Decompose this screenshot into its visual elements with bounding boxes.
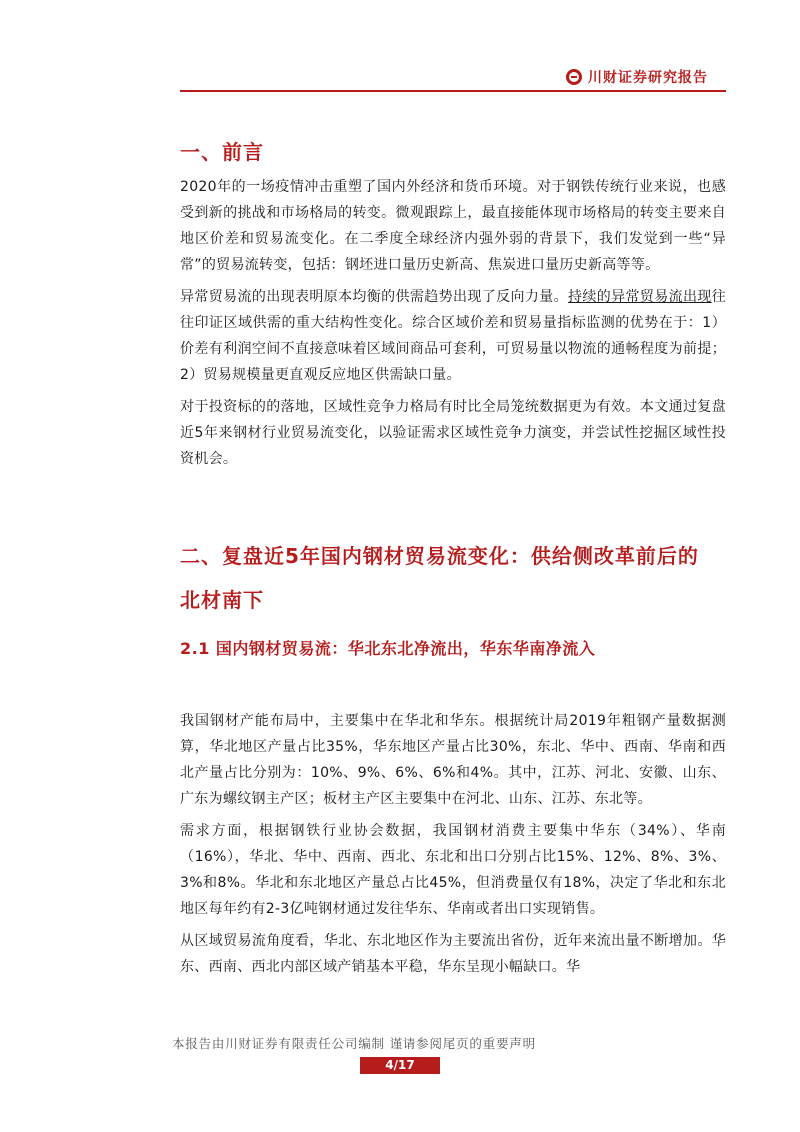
paragraph: 对于投资标的的落地，区域性竞争力格局有时比全局笼统数据更为有效。本文通过复盘近5年来钢材行业贸易流变化，以验证需求区域性竞争力演变，并尝试性挖掘区域性投资机会。 <box>180 399 726 467</box>
paragraph <box>180 284 726 388</box>
section-title-line: 北材南下 <box>180 588 264 612</box>
section-trade-flow <box>180 534 726 622</box>
section-title-line: 二、复盘近5年国内钢材贸易流变化：供给侧改革前后的 <box>180 544 699 568</box>
paragraph: 需求方面，根据钢铁行业协会数据，我国钢材消费主要集中华东（34%）、华南（16%），华北、华中、西南、西北、东北和出口分别占比15%、12%、8%、3%、3%和8%。华北和东北地区产量总占比45%，但消费量仅有18%，决定了华北和东北地区每年约有2-3亿吨钢材通过发往华东、华南或者出口实现销售。 <box>180 823 726 917</box>
brand-name: 川财证券研究报告 <box>588 70 708 86</box>
paragraph-text: 往往印证区域供需的重大结构性变化。综合区域价差和贸易量指标监测的优势在于：1）价差有利润空间不直接意味着区域间商品可套利，可贸易量以物流的通畅程度为前提；2）贸易规模量更直观反应地区供需缺口量。 <box>180 289 726 383</box>
subsection-title: 2.1 国内钢材贸易流：华北东北净流出，华东华南净流入 <box>180 639 596 658</box>
paragraph: 2020年的一场疫情冲击重塑了国内外经济和货币环境。对于钢铁传统行业来说，也感受到新的挑战和市场格局的转变。微观跟踪上，最直接能体现市场格局的转变主要来自地区价差和贸易流变化。在二季度全球经济内强外弱的背景下，我们发觉到一些“异常”的贸易流转变，包括：钢坯进口量历史新高、焦炭进口量历史新高等等。 <box>180 179 726 273</box>
paragraph-text: 异常贸易流的出现表明原本均衡的供需趋势出现了反向力量。 <box>180 289 568 305</box>
page-number: 4/17 <box>360 1057 440 1074</box>
header-divider <box>180 90 726 92</box>
section-preface <box>180 136 726 165</box>
preface-body <box>180 174 726 478</box>
report-brand <box>566 64 708 90</box>
paragraph: 从区域贸易流角度看，华北、东北地区作为主要流出省份，近年来流出量不断增加。华东、西南、西北内部区域产销基本平稳，华东呈现小幅缺口。华 <box>180 933 726 975</box>
subsection-2-1-body <box>180 708 726 986</box>
footer-disclaimer: 本报告由川财证券有限责任公司编制 谨请参阅尾页的重要声明 <box>172 1036 536 1051</box>
section-title-preface: 一、前言 <box>180 140 264 164</box>
underlined-phrase: 持续的异常贸易流出现 <box>567 289 712 305</box>
paragraph: 我国钢材产能布局中，主要集中在华北和华东。根据统计局2019年粗钢产量数据测算，华北地区产量占比35%，华东地区产量占比30%，东北、华中、西南、华南和西北产量占比分别为：10%、9%、6%、6%和4%。其中，江苏、河北、安徽、山东、广东为螺纹钢主产区；板材主产区主要集中在河北、山东、江苏、东北等。 <box>180 713 726 807</box>
chuancai-logo-icon <box>566 69 582 85</box>
section-title-trade-flow <box>180 534 726 622</box>
subsection-2-1 <box>180 636 726 659</box>
